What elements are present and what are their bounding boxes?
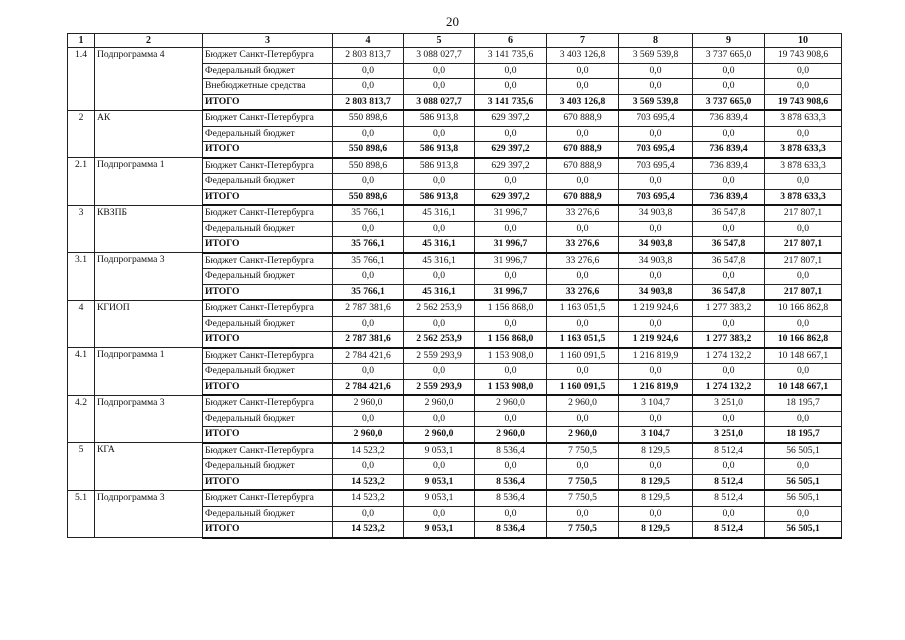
amount-cell: 550 898,6 bbox=[333, 110, 404, 126]
amount-cell: 0,0 bbox=[475, 506, 547, 522]
amount-cell: 0,0 bbox=[475, 174, 547, 190]
item-code: 3 bbox=[68, 205, 95, 253]
funding-source: ИТОГО bbox=[203, 379, 333, 395]
funding-source: Федеральный бюджет bbox=[203, 459, 333, 475]
amount-cell: 8 536,4 bbox=[475, 522, 547, 538]
amount-cell: 736 839,4 bbox=[693, 110, 765, 126]
amount-cell: 1 219 924,6 bbox=[619, 300, 693, 316]
amount-cell: 10 166 862,8 bbox=[765, 300, 842, 316]
column-number-row bbox=[68, 34, 842, 48]
funding-source: ИТОГО bbox=[203, 94, 333, 110]
table-row bbox=[68, 158, 842, 174]
amount-cell: 8 129,5 bbox=[619, 490, 693, 506]
item-code: 5 bbox=[68, 443, 95, 491]
column-header: 10 bbox=[765, 34, 842, 48]
amount-cell: 217 807,1 bbox=[765, 284, 842, 300]
amount-cell: 31 996,7 bbox=[475, 237, 547, 253]
amount-cell: 2 960,0 bbox=[475, 395, 547, 411]
amount-cell: 1 156 868,0 bbox=[475, 300, 547, 316]
amount-cell: 34 903,8 bbox=[619, 205, 693, 221]
amount-cell: 56 505,1 bbox=[765, 443, 842, 459]
amount-cell: 7 750,5 bbox=[547, 522, 619, 538]
amount-cell: 0,0 bbox=[404, 269, 475, 285]
amount-cell: 0,0 bbox=[693, 411, 765, 427]
amount-cell: 0,0 bbox=[333, 316, 404, 332]
column-header: 6 bbox=[475, 34, 547, 48]
amount-cell: 0,0 bbox=[475, 79, 547, 95]
funding-source: Бюджет Санкт-Петербурга bbox=[203, 253, 333, 269]
amount-cell: 8 536,4 bbox=[475, 443, 547, 459]
amount-cell: 2 784 421,6 bbox=[333, 379, 404, 395]
amount-cell: 2 787 381,6 bbox=[333, 300, 404, 316]
amount-cell: 1 163 051,5 bbox=[547, 332, 619, 348]
amount-cell: 0,0 bbox=[547, 316, 619, 332]
table-row bbox=[68, 300, 842, 316]
amount-cell: 3 403 126,8 bbox=[547, 94, 619, 110]
item-name: Подпрограмма 1 bbox=[95, 158, 203, 206]
amount-cell: 31 996,7 bbox=[475, 253, 547, 269]
amount-cell: 36 547,8 bbox=[693, 205, 765, 221]
amount-cell: 0,0 bbox=[693, 174, 765, 190]
funding-source: Внебюджетные средства bbox=[203, 79, 333, 95]
column-header: 5 bbox=[404, 34, 475, 48]
amount-cell: 0,0 bbox=[619, 364, 693, 380]
amount-cell: 1 274 132,2 bbox=[693, 379, 765, 395]
item-name: Подпрограмма 1 bbox=[95, 348, 203, 396]
amount-cell: 8 129,5 bbox=[619, 522, 693, 538]
funding-source: ИТОГО bbox=[203, 189, 333, 205]
amount-cell: 217 807,1 bbox=[765, 253, 842, 269]
amount-cell: 0,0 bbox=[547, 459, 619, 475]
amount-cell: 2 803 813,7 bbox=[333, 48, 404, 64]
amount-cell: 0,0 bbox=[475, 316, 547, 332]
amount-cell: 2 784 421,6 bbox=[333, 348, 404, 364]
amount-cell: 2 960,0 bbox=[547, 427, 619, 443]
amount-cell: 2 960,0 bbox=[547, 395, 619, 411]
funding-source: Бюджет Санкт-Петербурга bbox=[203, 110, 333, 126]
funding-source: Бюджет Санкт-Петербурга bbox=[203, 395, 333, 411]
table-row bbox=[68, 395, 842, 411]
amount-cell: 0,0 bbox=[765, 79, 842, 95]
amount-cell: 33 276,6 bbox=[547, 205, 619, 221]
amount-cell: 45 316,1 bbox=[404, 284, 475, 300]
amount-cell: 0,0 bbox=[693, 459, 765, 475]
amount-cell: 0,0 bbox=[693, 364, 765, 380]
amount-cell: 0,0 bbox=[619, 269, 693, 285]
item-name: Подпрограмма 3 bbox=[95, 490, 203, 538]
funding-source: Бюджет Санкт-Петербурга bbox=[203, 490, 333, 506]
amount-cell: 586 913,8 bbox=[404, 158, 475, 174]
amount-cell: 0,0 bbox=[404, 221, 475, 237]
amount-cell: 0,0 bbox=[693, 221, 765, 237]
column-header: 3 bbox=[203, 34, 333, 48]
amount-cell: 8 536,4 bbox=[475, 490, 547, 506]
amount-cell: 217 807,1 bbox=[765, 237, 842, 253]
amount-cell: 45 316,1 bbox=[404, 237, 475, 253]
item-name: КГИОП bbox=[95, 300, 203, 348]
amount-cell: 1 277 383,2 bbox=[693, 332, 765, 348]
amount-cell: 56 505,1 bbox=[765, 474, 842, 490]
amount-cell: 586 913,8 bbox=[404, 142, 475, 158]
amount-cell: 2 960,0 bbox=[333, 395, 404, 411]
funding-source: Федеральный бюджет bbox=[203, 174, 333, 190]
amount-cell: 35 766,1 bbox=[333, 205, 404, 221]
amount-cell: 0,0 bbox=[619, 174, 693, 190]
amount-cell: 1 277 383,2 bbox=[693, 300, 765, 316]
amount-cell: 0,0 bbox=[765, 316, 842, 332]
amount-cell: 33 276,6 bbox=[547, 253, 619, 269]
amount-cell: 8 536,4 bbox=[475, 474, 547, 490]
funding-source: Бюджет Санкт-Петербурга bbox=[203, 300, 333, 316]
item-code: 4.1 bbox=[68, 348, 95, 396]
amount-cell: 9 053,1 bbox=[404, 474, 475, 490]
amount-cell: 14 523,2 bbox=[333, 474, 404, 490]
table-row bbox=[68, 110, 842, 126]
amount-cell: 0,0 bbox=[475, 126, 547, 142]
amount-cell: 0,0 bbox=[693, 506, 765, 522]
amount-cell: 10 148 667,1 bbox=[765, 348, 842, 364]
amount-cell: 0,0 bbox=[475, 63, 547, 79]
amount-cell: 33 276,6 bbox=[547, 284, 619, 300]
amount-cell: 0,0 bbox=[547, 63, 619, 79]
amount-cell: 1 219 924,6 bbox=[619, 332, 693, 348]
funding-source: Федеральный бюджет bbox=[203, 126, 333, 142]
amount-cell: 9 053,1 bbox=[404, 522, 475, 538]
amount-cell: 14 523,2 bbox=[333, 522, 404, 538]
amount-cell: 629 397,2 bbox=[475, 189, 547, 205]
amount-cell: 8 512,4 bbox=[693, 474, 765, 490]
amount-cell: 0,0 bbox=[619, 221, 693, 237]
item-code: 4.2 bbox=[68, 395, 95, 443]
amount-cell: 10 166 862,8 bbox=[765, 332, 842, 348]
amount-cell: 36 547,8 bbox=[693, 253, 765, 269]
amount-cell: 0,0 bbox=[693, 79, 765, 95]
amount-cell: 0,0 bbox=[547, 411, 619, 427]
amount-cell: 35 766,1 bbox=[333, 237, 404, 253]
amount-cell: 0,0 bbox=[547, 174, 619, 190]
amount-cell: 0,0 bbox=[547, 221, 619, 237]
amount-cell: 670 888,9 bbox=[547, 142, 619, 158]
amount-cell: 3 878 633,3 bbox=[765, 142, 842, 158]
amount-cell: 3 104,7 bbox=[619, 427, 693, 443]
amount-cell: 0,0 bbox=[619, 459, 693, 475]
amount-cell: 2 960,0 bbox=[404, 427, 475, 443]
amount-cell: 703 695,4 bbox=[619, 158, 693, 174]
amount-cell: 45 316,1 bbox=[404, 205, 475, 221]
amount-cell: 0,0 bbox=[693, 269, 765, 285]
funding-source: Федеральный бюджет bbox=[203, 269, 333, 285]
amount-cell: 8 512,4 bbox=[693, 443, 765, 459]
amount-cell: 629 397,2 bbox=[475, 110, 547, 126]
amount-cell: 3 878 633,3 bbox=[765, 158, 842, 174]
amount-cell: 0,0 bbox=[333, 63, 404, 79]
amount-cell: 670 888,9 bbox=[547, 189, 619, 205]
amount-cell: 7 750,5 bbox=[547, 490, 619, 506]
amount-cell: 3 141 735,6 bbox=[475, 48, 547, 64]
amount-cell: 0,0 bbox=[333, 364, 404, 380]
amount-cell: 0,0 bbox=[619, 63, 693, 79]
amount-cell: 34 903,8 bbox=[619, 253, 693, 269]
table-row bbox=[68, 205, 842, 221]
amount-cell: 0,0 bbox=[475, 364, 547, 380]
amount-cell: 3 251,0 bbox=[693, 395, 765, 411]
column-header: 4 bbox=[333, 34, 404, 48]
amount-cell: 670 888,9 bbox=[547, 158, 619, 174]
amount-cell: 550 898,6 bbox=[333, 189, 404, 205]
amount-cell: 0,0 bbox=[404, 411, 475, 427]
amount-cell: 0,0 bbox=[404, 506, 475, 522]
funding-source: Федеральный бюджет bbox=[203, 221, 333, 237]
amount-cell: 0,0 bbox=[765, 174, 842, 190]
amount-cell: 629 397,2 bbox=[475, 142, 547, 158]
amount-cell: 35 766,1 bbox=[333, 284, 404, 300]
amount-cell: 0,0 bbox=[765, 63, 842, 79]
amount-cell: 3 737 665,0 bbox=[693, 48, 765, 64]
amount-cell: 3 104,7 bbox=[619, 395, 693, 411]
amount-cell: 586 913,8 bbox=[404, 110, 475, 126]
column-header: 9 bbox=[693, 34, 765, 48]
amount-cell: 1 153 908,0 bbox=[475, 379, 547, 395]
amount-cell: 1 160 091,5 bbox=[547, 379, 619, 395]
amount-cell: 7 750,5 bbox=[547, 474, 619, 490]
amount-cell: 0,0 bbox=[404, 79, 475, 95]
amount-cell: 3 737 665,0 bbox=[693, 94, 765, 110]
amount-cell: 33 276,6 bbox=[547, 237, 619, 253]
amount-cell: 550 898,6 bbox=[333, 142, 404, 158]
amount-cell: 0,0 bbox=[333, 79, 404, 95]
amount-cell: 1 160 091,5 bbox=[547, 348, 619, 364]
amount-cell: 0,0 bbox=[547, 506, 619, 522]
funding-source: Бюджет Санкт-Петербурга bbox=[203, 348, 333, 364]
amount-cell: 8 512,4 bbox=[693, 490, 765, 506]
table-row bbox=[68, 253, 842, 269]
amount-cell: 0,0 bbox=[475, 411, 547, 427]
amount-cell: 3 403 126,8 bbox=[547, 48, 619, 64]
amount-cell: 0,0 bbox=[547, 79, 619, 95]
funding-source: Федеральный бюджет bbox=[203, 411, 333, 427]
amount-cell: 2 803 813,7 bbox=[333, 94, 404, 110]
column-header: 1 bbox=[68, 34, 95, 48]
amount-cell: 703 695,4 bbox=[619, 110, 693, 126]
funding-source: Федеральный бюджет bbox=[203, 364, 333, 380]
amount-cell: 0,0 bbox=[333, 459, 404, 475]
amount-cell: 1 216 819,9 bbox=[619, 348, 693, 364]
amount-cell: 2 960,0 bbox=[475, 427, 547, 443]
amount-cell: 19 743 908,6 bbox=[765, 94, 842, 110]
amount-cell: 0,0 bbox=[619, 126, 693, 142]
amount-cell: 8 512,4 bbox=[693, 522, 765, 538]
funding-source: ИТОГО bbox=[203, 522, 333, 538]
amount-cell: 9 053,1 bbox=[404, 443, 475, 459]
item-code: 5.1 bbox=[68, 490, 95, 538]
amount-cell: 736 839,4 bbox=[693, 158, 765, 174]
funding-source: ИТОГО bbox=[203, 284, 333, 300]
amount-cell: 2 559 293,9 bbox=[404, 379, 475, 395]
amount-cell: 0,0 bbox=[547, 364, 619, 380]
amount-cell: 8 129,5 bbox=[619, 474, 693, 490]
item-name: АК bbox=[95, 110, 203, 158]
amount-cell: 0,0 bbox=[404, 174, 475, 190]
amount-cell: 0,0 bbox=[619, 316, 693, 332]
amount-cell: 45 316,1 bbox=[404, 253, 475, 269]
amount-cell: 0,0 bbox=[404, 126, 475, 142]
amount-cell: 14 523,2 bbox=[333, 443, 404, 459]
amount-cell: 0,0 bbox=[404, 316, 475, 332]
item-name: Подпрограмма 3 bbox=[95, 253, 203, 301]
amount-cell: 0,0 bbox=[693, 126, 765, 142]
amount-cell: 3 569 539,8 bbox=[619, 94, 693, 110]
amount-cell: 0,0 bbox=[333, 411, 404, 427]
amount-cell: 736 839,4 bbox=[693, 142, 765, 158]
item-code: 4 bbox=[68, 300, 95, 348]
funding-source: ИТОГО bbox=[203, 332, 333, 348]
amount-cell: 2 960,0 bbox=[333, 427, 404, 443]
amount-cell: 31 996,7 bbox=[475, 205, 547, 221]
funding-source: Бюджет Санкт-Петербурга bbox=[203, 205, 333, 221]
amount-cell: 2 562 253,9 bbox=[404, 332, 475, 348]
amount-cell: 19 743 908,6 bbox=[765, 48, 842, 64]
funding-source: ИТОГО bbox=[203, 427, 333, 443]
amount-cell: 0,0 bbox=[765, 506, 842, 522]
amount-cell: 31 996,7 bbox=[475, 284, 547, 300]
amount-cell: 550 898,6 bbox=[333, 158, 404, 174]
amount-cell: 0,0 bbox=[765, 269, 842, 285]
amount-cell: 0,0 bbox=[765, 364, 842, 380]
amount-cell: 7 750,5 bbox=[547, 443, 619, 459]
amount-cell: 0,0 bbox=[765, 411, 842, 427]
amount-cell: 3 251,0 bbox=[693, 427, 765, 443]
amount-cell: 703 695,4 bbox=[619, 142, 693, 158]
funding-source: ИТОГО bbox=[203, 474, 333, 490]
amount-cell: 3 878 633,3 bbox=[765, 189, 842, 205]
amount-cell: 3 878 633,3 bbox=[765, 110, 842, 126]
amount-cell: 3 088 027,7 bbox=[404, 94, 475, 110]
funding-source: Федеральный бюджет bbox=[203, 506, 333, 522]
amount-cell: 0,0 bbox=[333, 506, 404, 522]
item-code: 2.1 bbox=[68, 158, 95, 206]
amount-cell: 0,0 bbox=[404, 364, 475, 380]
amount-cell: 36 547,8 bbox=[693, 237, 765, 253]
amount-cell: 18 195,7 bbox=[765, 395, 842, 411]
amount-cell: 3 141 735,6 bbox=[475, 94, 547, 110]
budget-table bbox=[67, 33, 842, 539]
amount-cell: 0,0 bbox=[619, 506, 693, 522]
amount-cell: 0,0 bbox=[475, 459, 547, 475]
item-name: Подпрограмма 3 bbox=[95, 395, 203, 443]
amount-cell: 0,0 bbox=[693, 316, 765, 332]
amount-cell: 0,0 bbox=[333, 126, 404, 142]
table-row bbox=[68, 48, 842, 64]
item-name: КВЗПБ bbox=[95, 205, 203, 253]
amount-cell: 9 053,1 bbox=[404, 490, 475, 506]
column-header: 2 bbox=[95, 34, 203, 48]
funding-source: Федеральный бюджет bbox=[203, 316, 333, 332]
funding-source: ИТОГО bbox=[203, 142, 333, 158]
funding-source: Бюджет Санкт-Петербурга bbox=[203, 158, 333, 174]
table-row bbox=[68, 443, 842, 459]
amount-cell: 0,0 bbox=[619, 79, 693, 95]
funding-source: ИТОГО bbox=[203, 237, 333, 253]
amount-cell: 0,0 bbox=[765, 459, 842, 475]
amount-cell: 3 088 027,7 bbox=[404, 48, 475, 64]
amount-cell: 56 505,1 bbox=[765, 490, 842, 506]
amount-cell: 217 807,1 bbox=[765, 205, 842, 221]
amount-cell: 35 766,1 bbox=[333, 253, 404, 269]
amount-cell: 14 523,2 bbox=[333, 490, 404, 506]
amount-cell: 629 397,2 bbox=[475, 158, 547, 174]
amount-cell: 0,0 bbox=[765, 221, 842, 237]
amount-cell: 586 913,8 bbox=[404, 189, 475, 205]
amount-cell: 0,0 bbox=[333, 221, 404, 237]
amount-cell: 0,0 bbox=[404, 63, 475, 79]
amount-cell: 56 505,1 bbox=[765, 522, 842, 538]
amount-cell: 0,0 bbox=[547, 269, 619, 285]
column-header: 7 bbox=[547, 34, 619, 48]
amount-cell: 34 903,8 bbox=[619, 284, 693, 300]
amount-cell: 1 216 819,9 bbox=[619, 379, 693, 395]
column-header: 8 bbox=[619, 34, 693, 48]
table-row bbox=[68, 490, 842, 506]
amount-cell: 10 148 667,1 bbox=[765, 379, 842, 395]
amount-cell: 18 195,7 bbox=[765, 427, 842, 443]
amount-cell: 0,0 bbox=[333, 269, 404, 285]
table-row bbox=[68, 348, 842, 364]
amount-cell: 0,0 bbox=[475, 269, 547, 285]
item-name: КГА bbox=[95, 443, 203, 491]
amount-cell: 1 153 908,0 bbox=[475, 348, 547, 364]
item-code: 3.1 bbox=[68, 253, 95, 301]
amount-cell: 3 569 539,8 bbox=[619, 48, 693, 64]
amount-cell: 0,0 bbox=[619, 411, 693, 427]
item-code: 2 bbox=[68, 110, 95, 158]
amount-cell: 8 129,5 bbox=[619, 443, 693, 459]
amount-cell: 1 274 132,2 bbox=[693, 348, 765, 364]
amount-cell: 1 156 868,0 bbox=[475, 332, 547, 348]
amount-cell: 0,0 bbox=[693, 63, 765, 79]
amount-cell: 1 163 051,5 bbox=[547, 300, 619, 316]
amount-cell: 2 559 293,9 bbox=[404, 348, 475, 364]
amount-cell: 34 903,8 bbox=[619, 237, 693, 253]
funding-source: Федеральный бюджет bbox=[203, 63, 333, 79]
amount-cell: 736 839,4 bbox=[693, 189, 765, 205]
amount-cell: 0,0 bbox=[547, 126, 619, 142]
amount-cell: 0,0 bbox=[333, 174, 404, 190]
funding-source: Бюджет Санкт-Петербурга bbox=[203, 443, 333, 459]
amount-cell: 670 888,9 bbox=[547, 110, 619, 126]
amount-cell: 36 547,8 bbox=[693, 284, 765, 300]
amount-cell: 2 562 253,9 bbox=[404, 300, 475, 316]
table-body bbox=[68, 48, 842, 538]
amount-cell: 0,0 bbox=[404, 459, 475, 475]
amount-cell: 2 787 381,6 bbox=[333, 332, 404, 348]
funding-source: Бюджет Санкт-Петербурга bbox=[203, 48, 333, 64]
item-code: 1.4 bbox=[68, 48, 95, 111]
amount-cell: 703 695,4 bbox=[619, 189, 693, 205]
item-name: Подпрограмма 4 bbox=[95, 48, 203, 111]
amount-cell: 0,0 bbox=[475, 221, 547, 237]
amount-cell: 2 960,0 bbox=[404, 395, 475, 411]
amount-cell: 0,0 bbox=[765, 126, 842, 142]
page-number: 20 bbox=[446, 14, 459, 29]
